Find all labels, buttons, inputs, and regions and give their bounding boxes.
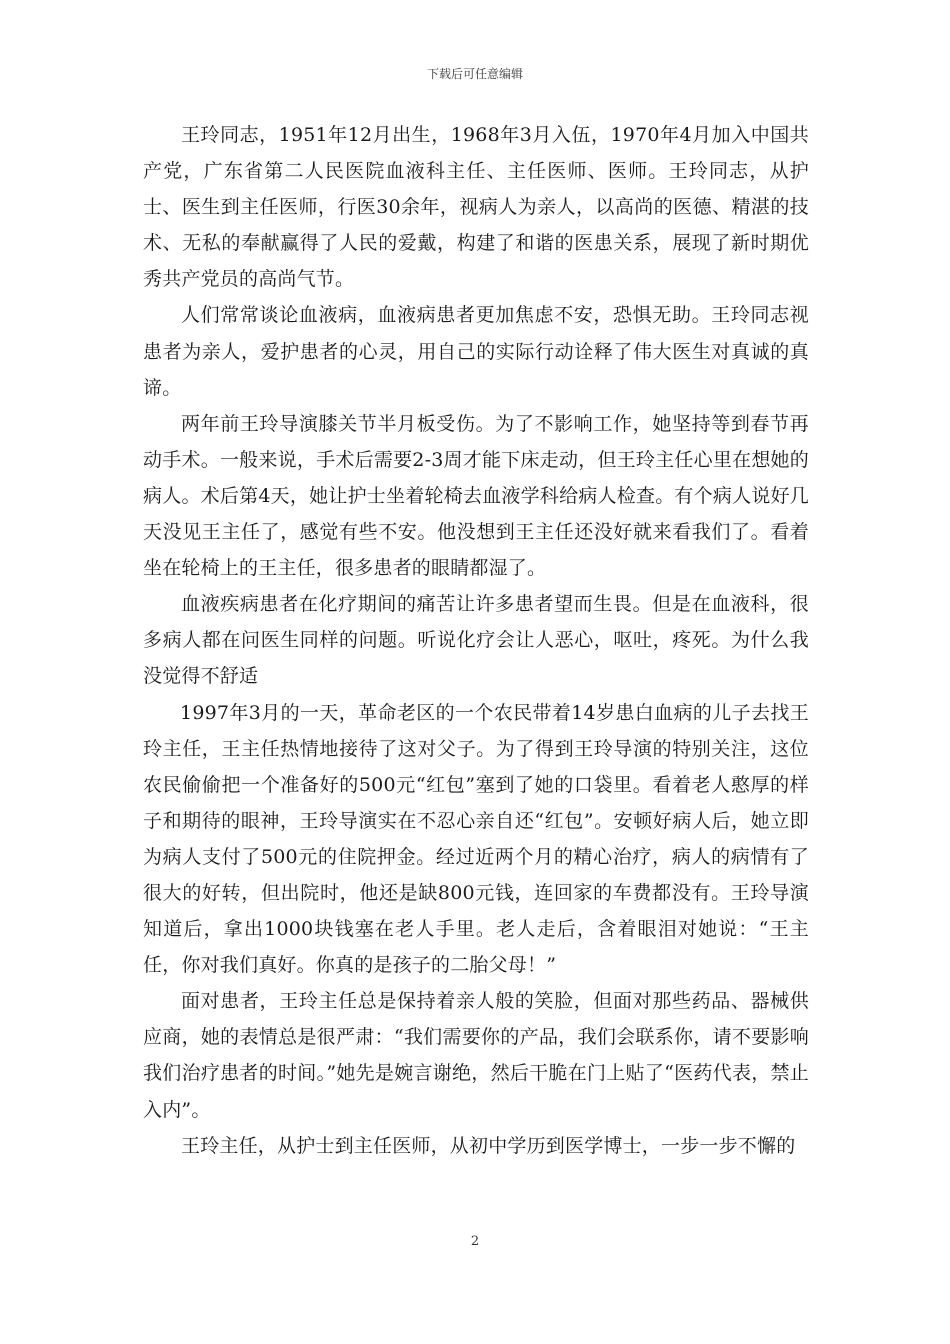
page-number: 2	[470, 1234, 480, 1249]
document-body	[143, 117, 809, 1164]
paragraph-1: 王玲同志，1951年12月出生，1968年3月入伍，1970年4月加入中国共产党，广东省第二人民医院血液科主任、主任医师、医师。王玲同志，从护士、医生到主任医师，行医30余年，视病人为亲人，以高尚的医德、精湛的技术、无私的奉献赢得了人民的爱戴，构建了和谐的医患关系，展现了新时期优秀共产党员的高尚气节。	[143, 124, 809, 291]
paragraph-5: 1997年3月的一天，革命老区的一个农民带着14岁患白血病的儿子去找王玲主任，王主任热情地接待了这对父子。为了得到王玲导演的特别关注，这位农民偷偷把一个准备好的500元“红包”塞到了她的口袋里。看着老人憨厚的样子和期待的眼神，王玲导演实在不忍心亲自还“红包”。安顿好病人后，她立即为病人支付了500元的住院押金。经过近两个月的精心治疗，病人的病情有了很大的好转，但出院时，他还是缺800元钱，连回家的车费都没有。王玲导演知道后，拿出1000块钱塞在老人手里。老人走后，含着眼泪对她说：“王主任，你对我们真好。你真的是孩子的二胎父母！”	[143, 701, 809, 977]
paragraph-4: 血液疾病患者在化疗期间的痛苦让许多患者望而生畏。但是在血液科，很多病人都在问医生同样的问题。听说化疗会让人恶心，呕吐，疼死。为什么我没觉得不舒适	[143, 593, 809, 688]
paragraph-3: 两年前王玲导演膝关节半月板受伤。为了不影响工作，她坚持等到春节再动手术。一般来说，手术后需要2-3周才能下床走动，但王玲主任心里在想她的病人。术后第4天，她让护士坐着轮椅去血液学科给病人检查。有个病人说好几天没见王主任了，感觉有些不安。他没想到王主任还没好就来看我们了。看着坐在轮椅上的王主任，很多患者的眼睛都湿了。	[143, 412, 809, 580]
paragraph-2: 人们常常谈论血液病，血液病患者更加焦虑不安，恐惧无助。王玲同志视患者为亲人，爱护患者的心灵，用自己的实际行动诠释了伟大医生对真诚的真谛。	[143, 304, 809, 399]
paragraph-6: 面对患者，王玲主任总是保持着亲人般的笑脸，但面对那些药品、器械供应商，她的表情总是很严肃：“我们需要你的产品，我们会联系你，请不要影响我们治疗患者的时间。”她先是婉言谢绝，然后干脆在门上贴了“医药代表，禁止入内”。	[143, 990, 809, 1121]
paragraph-7: 王玲主任，从护士到主任医师，从初中学历到医学博士，一步一步不懈的	[181, 1134, 796, 1157]
page-header: 下载后可任意编辑	[426, 67, 523, 81]
